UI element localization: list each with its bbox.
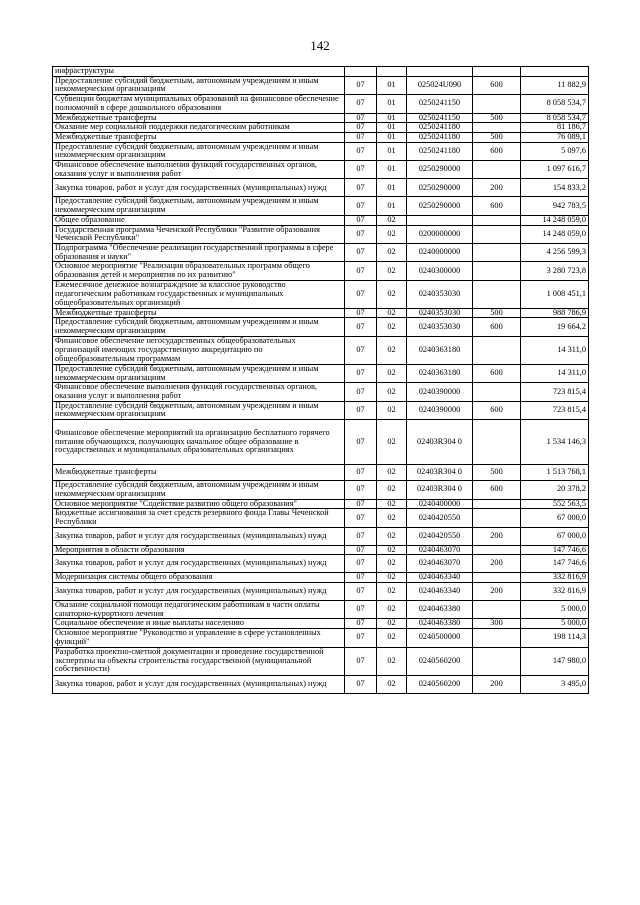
row-target-article: 0250290000 [407,179,473,197]
row-name: Субвенции бюджетам муниципальных образований на финансовое обеспечение полномочий в сфере дошкольного образования [53,95,345,113]
row-expense-type [473,215,521,225]
row-amount: 723 815,4 [521,401,589,419]
table-row [53,318,589,336]
row-amount: 3 280 723,8 [521,262,589,280]
row-name: Финансовое обеспечение выполнения функций государственных органов, оказания услуг и выполнения работ [53,161,345,179]
row-target-article: 0240400000 [407,499,473,509]
row-target-article: 0200000000 [407,225,473,243]
row-section: 07 [345,675,377,693]
table-row [53,601,589,619]
row-amount: 198 114,3 [521,629,589,647]
row-target-article: 0240420550 [407,527,473,545]
table-row [53,527,589,545]
row-expense-type: 600 [473,364,521,382]
row-subsection: 02 [377,243,407,261]
row-subsection: 02 [377,509,407,527]
row-subsection: 02 [377,420,407,465]
row-name: инфраструктуры [53,67,345,77]
row-expense-type [473,336,521,364]
row-subsection: 02 [377,215,407,225]
row-expense-type: 600 [473,76,521,94]
row-subsection: 02 [377,308,407,318]
row-amount: 332 816,9 [521,573,589,583]
row-name: Мероприятия в области образования [53,545,345,555]
row-subsection: 01 [377,161,407,179]
row-amount [521,67,589,77]
row-expense-type [473,573,521,583]
row-name: Ежемесячное денежное вознаграждение за классное руководство педагогическим работникам государственных и муниципальных общеобразовательных организаций [53,280,345,308]
row-subsection: 02 [377,401,407,419]
row-section: 07 [345,545,377,555]
row-subsection: 02 [377,262,407,280]
row-target-article: 0240463070 [407,545,473,555]
row-target-article: 0250241180 [407,142,473,160]
row-expense-type: 600 [473,197,521,215]
table-row [53,647,589,675]
row-name: Закупка товаров, работ и услуг для государственных (муниципальных) нужд [53,583,345,601]
row-expense-type: 200 [473,675,521,693]
row-section: 07 [345,197,377,215]
row-subsection: 02 [377,364,407,382]
row-subsection: 02 [377,280,407,308]
row-name: Межбюджетные трансферты [53,132,345,142]
row-name: Предоставление субсидий бюджетным, автономным учреждениям и иным некоммерческим организациям [53,318,345,336]
table-row [53,481,589,499]
row-amount: 988 786,9 [521,308,589,318]
row-section: 07 [345,481,377,499]
row-name: Общее образование [53,215,345,225]
row-section: 07 [345,215,377,225]
row-target-article: 0250290000 [407,197,473,215]
row-amount: 5 000,0 [521,619,589,629]
row-expense-type [473,67,521,77]
table-row [53,383,589,401]
row-amount: 147 746,6 [521,545,589,555]
row-section: 07 [345,123,377,133]
table-row [53,420,589,465]
row-section: 07 [345,619,377,629]
row-amount: 147 746,6 [521,555,589,573]
row-subsection: 02 [377,225,407,243]
row-target-article: 0240500000 [407,629,473,647]
row-amount: 11 882,9 [521,76,589,94]
row-amount: 14 311,0 [521,364,589,382]
table-row [53,308,589,318]
row-expense-type: 600 [473,142,521,160]
row-expense-type [473,95,521,113]
row-section: 07 [345,280,377,308]
row-target-article: 0240463340 [407,573,473,583]
row-subsection: 02 [377,555,407,573]
row-subsection: 01 [377,95,407,113]
row-subsection: 02 [377,583,407,601]
row-expense-type [473,509,521,527]
row-section: 07 [345,555,377,573]
row-target-article: 02403R304 0 [407,465,473,481]
row-expense-type: 200 [473,555,521,573]
row-section: 07 [345,364,377,382]
row-subsection: 01 [377,197,407,215]
row-amount: 76 089,1 [521,132,589,142]
row-expense-type [473,262,521,280]
table-row [53,629,589,647]
row-section: 07 [345,647,377,675]
row-name: Оказание социальной помощи педагогическим работникам в части оплаты санаторно-курортного лечения [53,601,345,619]
row-section: 07 [345,383,377,401]
row-section: 07 [345,132,377,142]
row-name: Основное мероприятие "Реализация образовательных программ общего образования детей и мероприятия по их развитию" [53,262,345,280]
row-target-article: 0240363180 [407,336,473,364]
row-amount: 14 248 059,0 [521,225,589,243]
row-expense-type [473,243,521,261]
row-amount: 81 186,7 [521,123,589,133]
row-subsection: 02 [377,481,407,499]
row-name: Закупка товаров, работ и услуг для государственных (муниципальных) нужд [53,527,345,545]
row-section: 07 [345,527,377,545]
row-section: 07 [345,318,377,336]
row-expense-type: 500 [473,113,521,123]
row-expense-type: 200 [473,179,521,197]
row-subsection: 01 [377,179,407,197]
row-expense-type [473,225,521,243]
row-name: Предоставление субсидий бюджетным, автономным учреждениям и иным некоммерческим организациям [53,76,345,94]
row-amount: 1 097 616,7 [521,161,589,179]
row-target-article: 0240463340 [407,583,473,601]
table-row [53,243,589,261]
row-amount: 942 783,5 [521,197,589,215]
table-row [53,509,589,527]
row-expense-type [473,280,521,308]
row-expense-type: 500 [473,465,521,481]
row-amount: 67 000,0 [521,509,589,527]
row-target-article: 0240000000 [407,243,473,261]
row-subsection: 01 [377,113,407,123]
row-amount: 723 815,4 [521,383,589,401]
row-name: Основное мероприятие "Содействие развитию общего образования" [53,499,345,509]
row-section: 07 [345,336,377,364]
row-subsection: 02 [377,383,407,401]
table-row [53,123,589,133]
row-amount: 1 534 146,3 [521,420,589,465]
row-name: Финансовое обеспечение негосударственных общеобразовательных организаций имеющих государственную аккредитацию по общеобразовательным программам [53,336,345,364]
row-expense-type: 200 [473,527,521,545]
row-name: Разработка проектно-сметной документации и проведение государственной экспертизы на объекты строительства государственной (муниципальной собственности) [53,647,345,675]
table-row [53,619,589,629]
row-name: Государственная программа Чеченской Республики "Развитие образования Чеченской Республики" [53,225,345,243]
row-section: 07 [345,465,377,481]
row-target-article: 02403R304 0 [407,481,473,499]
row-section: 07 [345,573,377,583]
row-section: 07 [345,583,377,601]
row-target-article: 0250241150 [407,113,473,123]
row-expense-type [473,420,521,465]
row-expense-type [473,545,521,555]
row-target-article: 0250290000 [407,161,473,179]
row-subsection: 02 [377,499,407,509]
row-section: 07 [345,308,377,318]
row-name: Закупка товаров, работ и услуг для государственных (муниципальных) нужд [53,555,345,573]
row-name: Межбюджетные трансферты [53,308,345,318]
table-row [53,67,589,77]
row-section: 07 [345,262,377,280]
table-row [53,280,589,308]
row-target-article: 0240420550 [407,509,473,527]
row-subsection: 02 [377,573,407,583]
row-amount: 4 256 599,3 [521,243,589,261]
table-row [53,95,589,113]
row-name: Межбюджетные трансферты [53,113,345,123]
row-target-article: 0240363180 [407,364,473,382]
row-expense-type [473,161,521,179]
budget-table [52,66,589,694]
table-row [53,675,589,693]
row-section [345,67,377,77]
row-name: Предоставление субсидий бюджетным, автономным учреждениям и иным некоммерческим организациям [53,197,345,215]
row-section: 07 [345,499,377,509]
row-amount: 14 311,0 [521,336,589,364]
row-amount: 3 495,0 [521,675,589,693]
row-target-article: 0240390000 [407,383,473,401]
table-row [53,225,589,243]
row-target-article: 0240353030 [407,318,473,336]
row-expense-type [473,629,521,647]
row-subsection [377,67,407,77]
row-section: 07 [345,179,377,197]
row-expense-type [473,499,521,509]
row-target-article: 0240300000 [407,262,473,280]
row-subsection: 01 [377,142,407,160]
row-section: 07 [345,142,377,160]
table-row [53,215,589,225]
row-amount: 147 980,0 [521,647,589,675]
row-expense-type: 500 [473,132,521,142]
row-subsection: 02 [377,318,407,336]
row-section: 07 [345,225,377,243]
page-number: 142 [310,38,330,53]
row-name: Предоставление субсидий бюджетным, автономным учреждениям и иным некоммерческим организациям [53,364,345,382]
row-expense-type: 500 [473,308,521,318]
row-target-article: 0250241180 [407,123,473,133]
row-target-article [407,67,473,77]
table-row [53,401,589,419]
row-subsection: 01 [377,132,407,142]
table-row [53,113,589,123]
table-row [53,555,589,573]
row-subsection: 01 [377,76,407,94]
row-name: Предоставление субсидий бюджетным, автономным учреждениям и иным некоммерческим организациям [53,401,345,419]
row-name: Закупка товаров, работ и услуг для государственных (муниципальных) нужд [53,675,345,693]
budget-table-body [53,67,589,694]
row-section: 07 [345,113,377,123]
row-target-article: 0250241180 [407,132,473,142]
row-target-article [407,215,473,225]
row-name: Подпрограмма "Обеспечение реализации государственной программы в сфере образования и науки" [53,243,345,261]
row-section: 07 [345,243,377,261]
row-amount: 1 513 768,1 [521,465,589,481]
table-row [53,499,589,509]
row-subsection: 02 [377,619,407,629]
table-row [53,465,589,481]
row-amount: 154 833,2 [521,179,589,197]
table-row [53,161,589,179]
table-row [53,142,589,160]
row-name: Предоставление субсидий бюджетным, автономным учреждениям и иным некоммерческим организациям [53,142,345,160]
row-expense-type [473,647,521,675]
row-name: Финансовое обеспечение мероприятий на организацию бесплатного горячего питания обучающихся, получающих начальное общее образование в государственных и муниципальных образовательных организациях [53,420,345,465]
row-subsection: 01 [377,123,407,133]
row-amount: 19 664,2 [521,318,589,336]
row-section: 07 [345,161,377,179]
row-name: Основное мероприятие "Руководство и управление в сфере установленных функций" [53,629,345,647]
row-expense-type [473,601,521,619]
row-amount: 552 563,5 [521,499,589,509]
row-amount: 1 008 451,1 [521,280,589,308]
row-name: Социальное обеспечение и иные выплаты населению [53,619,345,629]
table-row [53,364,589,382]
row-name: Бюджетные ассигнования за счет средств резервного фонда Главы Чеченской Республики [53,509,345,527]
row-subsection: 02 [377,545,407,555]
row-name: Межбюджетные трансферты [53,465,345,481]
row-amount: 332 816,9 [521,583,589,601]
table-row [53,545,589,555]
row-amount: 14 248 059,0 [521,215,589,225]
row-target-article: 025024U090 [407,76,473,94]
row-section: 07 [345,509,377,527]
row-target-article: 0240390000 [407,401,473,419]
row-expense-type: 600 [473,481,521,499]
row-expense-type: 200 [473,583,521,601]
row-amount: 5 000,0 [521,601,589,619]
table-row [53,197,589,215]
table-row [53,76,589,94]
row-expense-type [473,383,521,401]
row-section: 07 [345,95,377,113]
row-target-article: 0240463380 [407,619,473,629]
table-row [53,179,589,197]
row-name: Закупка товаров, работ и услуг для государственных (муниципальных) нужд [53,179,345,197]
row-expense-type: 300 [473,619,521,629]
row-name: Оказание мер социальной поддержки педагогическим работникам [53,123,345,133]
row-amount: 8 058 534,7 [521,95,589,113]
row-target-article: 0240463380 [407,601,473,619]
row-subsection: 02 [377,601,407,619]
row-subsection: 02 [377,336,407,364]
row-target-article: 0250241150 [407,95,473,113]
row-subsection: 02 [377,465,407,481]
row-name: Финансовое обеспечение выполнения функций государственных органов, оказания услуг и выполнения работ [53,383,345,401]
row-section: 07 [345,401,377,419]
row-subsection: 02 [377,629,407,647]
row-amount: 67 000,0 [521,527,589,545]
table-row [53,573,589,583]
table-row [53,336,589,364]
row-expense-type [473,123,521,133]
row-amount: 20 378,2 [521,481,589,499]
table-row [53,583,589,601]
row-section: 07 [345,76,377,94]
row-section: 07 [345,601,377,619]
table-row [53,262,589,280]
row-target-article: 0240560200 [407,675,473,693]
row-target-article: 02403R304 0 [407,420,473,465]
row-name: Предоставление субсидий бюджетным, автономным учреждениям и иным некоммерческим организациям [53,481,345,499]
row-target-article: 0240353030 [407,280,473,308]
row-target-article: 0240353030 [407,308,473,318]
row-target-article: 0240463070 [407,555,473,573]
row-expense-type: 600 [473,318,521,336]
row-section: 07 [345,420,377,465]
row-amount: 5 097,6 [521,142,589,160]
row-expense-type: 600 [473,401,521,419]
row-subsection: 02 [377,675,407,693]
row-section: 07 [345,629,377,647]
row-subsection: 02 [377,527,407,545]
table-row [53,132,589,142]
row-name: Модернизация системы общего образования [53,573,345,583]
row-target-article: 0240560200 [407,647,473,675]
row-amount: 8 058 534,7 [521,113,589,123]
row-subsection: 02 [377,647,407,675]
